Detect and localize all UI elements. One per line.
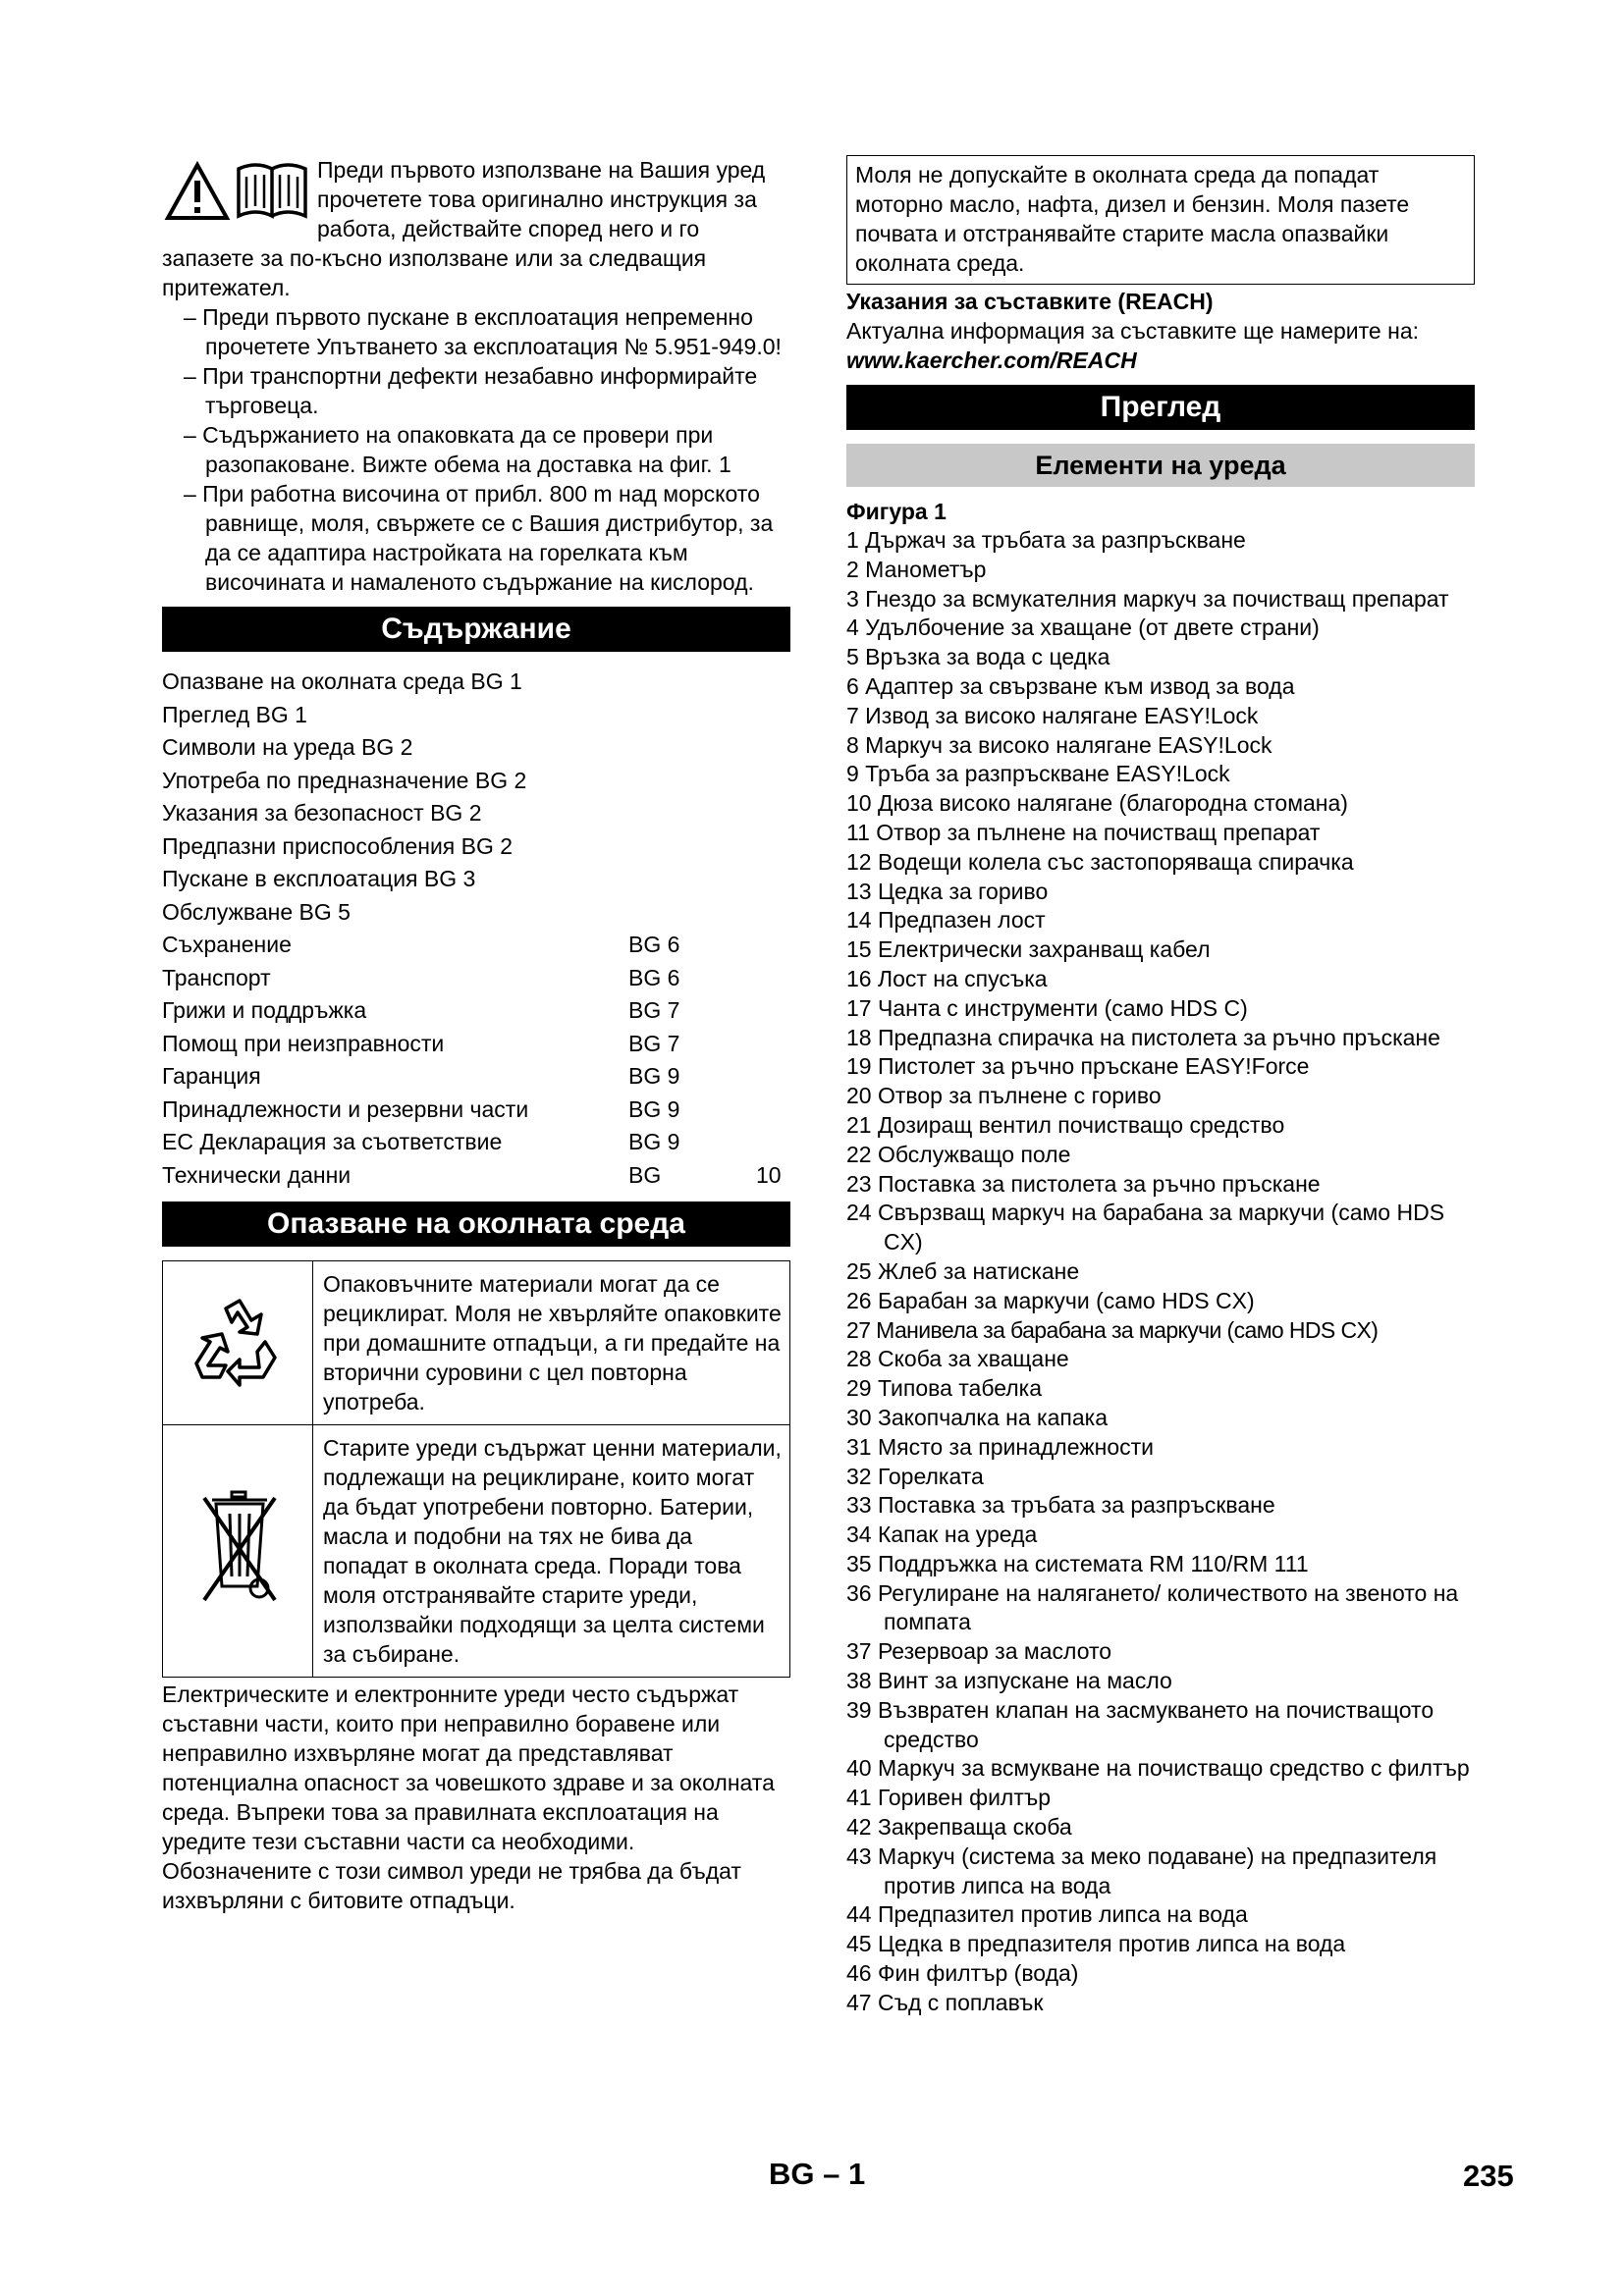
toc-item[interactable]: Пускане в експлоатация BG 3: [162, 866, 476, 891]
toc-item[interactable]: Грижи и поддръжка BG 7: [162, 997, 680, 1023]
overview-heading: Преглед: [846, 385, 1475, 430]
list-item: 17 Чанта с инструменти (само HDS C): [846, 994, 1248, 1021]
toc-item[interactable]: Опазване на околната среда BG 1: [162, 668, 522, 694]
list-item: 36 Регулиране на налягането/ количеството на звеното на помпата: [846, 1579, 1459, 1635]
list-item: 27 Манивела за барабана за маркучи (само HDS CX): [846, 1316, 1379, 1343]
list-item: 22 Обслужващо поле: [846, 1141, 1071, 1167]
list-item: 2 Манометър: [846, 556, 987, 582]
oil-warning-box: Моля не допускайте в околната среда да попадат моторно масло, нафта, дизел и бензин. Моля пазете почвата и отстранявайте старите масла опазвайки околната среда.: [846, 155, 1475, 285]
list-item: 38 Винт за изпускане на масло: [846, 1668, 1172, 1694]
list-item: 23 Поставка за пистолета за ръчно пръскане: [846, 1170, 1321, 1197]
list-item: 45 Цедка в предпазителя против липса на вода: [846, 1931, 1346, 1957]
footer-page-number: 235: [1463, 2159, 1514, 2193]
left-column: [162, 155, 790, 1915]
list-item: 8 Маркуч за високо налягане EASY!Lock: [846, 731, 1272, 758]
toc-item[interactable]: Помощ при неизправности BG 7: [162, 1030, 680, 1056]
right-column: [846, 155, 1475, 2018]
toc-item[interactable]: Символи на уреда BG 2: [162, 734, 413, 760]
environment-paragraph: Електрическите и електронните уреди често съдържат съставни части, които при неправилно боравене или неправилно изхвърляне могат да представляват потенциална опасност за човешкото здраве и за околната среда. Въпреки това за правилната експлоатация на уредите тези съставни части са необходими. Обозначените с този символ уреди не трябва да бъдат изхвърляни с битовите отпадъци.: [162, 1682, 775, 1913]
list-item: 31 Място за принадлежности: [846, 1433, 1154, 1460]
list-item: 11 Отвор за пълнене на почистващ препарат: [846, 819, 1321, 845]
list-item: 24 Свързващ маркуч на барабана за маркучи (само HDS CX): [846, 1200, 1445, 1255]
list-item: 9 Тръба за разпръскване EASY!Lock: [846, 761, 1230, 787]
list-item: 10 Дюза високо налягане (благородна стомана): [846, 790, 1348, 817]
intro-section: [162, 155, 790, 302]
list-item: 34 Капак на уреда: [846, 1522, 1038, 1548]
list-item: 40 Маркуч за всмукване на почистващо средство с филтър: [846, 1755, 1470, 1782]
list-item: 32 Горелката: [846, 1463, 984, 1489]
list-item: 42 Закрепваща скоба: [846, 1814, 1072, 1841]
list-item: 15 Електрически захранващ кабел: [846, 936, 1211, 963]
list-item: 47 Съд с поплавък: [846, 1989, 1044, 2015]
bin-text: Старите уреди съдържат ценни материали, подлежащи на рециклиране, които могат да бъдат употребени повторно. Батерии, масла и подобни на тях не бива да попадат в околната среда. Поради това моля отстранявайте старите уреди, използвайки подходящи за целта системи за събиране.: [313, 1425, 790, 1678]
toc-item[interactable]: Преглед BG 1: [162, 701, 307, 727]
toc-item[interactable]: Транспорт BG 6: [162, 964, 680, 990]
toc-item[interactable]: Принадлежности и резервни части BG 9: [162, 1095, 680, 1122]
crossed-bin-icon: [189, 1484, 287, 1612]
list-item: 12 Водещи колела със застопоряваща спирачка: [846, 848, 1354, 875]
list-item: 13 Цедка за гориво: [846, 878, 1049, 904]
intro-bullet: – Преди първото пускане в експлоатация непременно прочетете Упътването за експлоатация № 5.951-949.0!: [184, 304, 782, 359]
list-item: 19 Пистолет за ръчно пръскане EASY!Force: [846, 1053, 1310, 1080]
list-item: 26 Барабан за маркучи (само HDS CX): [846, 1287, 1255, 1313]
list-item: 7 Извод за високо налягане EASY!Lock: [846, 702, 1259, 728]
toc-item[interactable]: ЕС Декларация за съответствие BG 9: [162, 1129, 680, 1154]
list-item: 30 Закопчалка на капака: [846, 1404, 1109, 1430]
toc-heading: Съдържание: [162, 607, 790, 652]
list-item: 3 Гнездо за всмукателния маркуч за почистващ препарат: [846, 585, 1449, 612]
reach-text: Актуална информация за съставките ще намерите на:: [846, 318, 1419, 344]
toc-item[interactable]: Гаранция BG 9: [162, 1063, 680, 1089]
list-item: 43 Маркуч (система за меко подаване) на предпазителя против липса на вода: [846, 1842, 1437, 1898]
list-item: 6 Адаптер за свързване към извод за вода: [846, 672, 1295, 699]
toc-item[interactable]: Употреба по предназначение BG 2: [162, 767, 527, 793]
toc-item[interactable]: Предпазни приспособления BG 2: [162, 832, 514, 859]
list-item: 37 Резервоар за маслото: [846, 1638, 1112, 1665]
environment-table: [162, 1260, 790, 1678]
list-item: 4 Удълбочение за хващане (от двете страни): [846, 614, 1320, 641]
list-item: 41 Горивен филтър: [846, 1785, 1052, 1811]
list-item: 5 Връзка за вода с цедка: [846, 644, 1110, 670]
bin-icon-cell: [163, 1425, 313, 1678]
toc-item[interactable]: Указания за безопасност BG 2: [162, 800, 482, 826]
list-item: 16 Лост на спусъка: [846, 965, 1048, 991]
toc-item[interactable]: Обслужване BG 5: [162, 898, 351, 925]
figure-label: Фигура 1: [846, 499, 947, 524]
list-item: 21 Дозиращ вентил почистващо средство: [846, 1111, 1285, 1138]
list-item: 46 Фин филтър (вода): [846, 1960, 1079, 1987]
list-item: 39 Възвратен клапан на засмукването на почистващото средство: [846, 1696, 1435, 1752]
recycle-text: Опаковъчните материали могат да се рециклират. Моля не хвърляйте опаковките при домашните отпадъци, а ги предайте на вторични суровини с цел повторна употреба.: [313, 1261, 790, 1425]
list-item: 35 Поддръжка на системата RM 110/RM 111: [846, 1550, 1309, 1576]
warning-manual-icon: [162, 157, 309, 226]
intro-bullet: – Съдържанието на опаковката да се провери при разопаковане. Вижте обема на доставка на фиг. 1: [184, 422, 731, 477]
list-item: 1 Държач за тръбата за разпръскване: [846, 527, 1246, 553]
recycle-icon: [189, 1291, 287, 1389]
reach-title: Указания за съставките (REACH): [846, 289, 1214, 314]
intro-bullet: – При работна височина от прибл. 800 m над морското равнище, моля, свържете се с Вашия дистрибутор, за да се адаптира настройката на горелката към височината и намаленото съдържание на кислород.: [184, 481, 774, 595]
footer-section-label: BG – 1: [769, 2157, 866, 2191]
list-item: 33 Поставка за тръбата за разпръскване: [846, 1492, 1275, 1519]
toc-item[interactable]: Съхранение BG 6: [162, 932, 680, 957]
environment-heading: Опазване на околната среда: [162, 1201, 790, 1247]
list-item: 20 Отвор за пълнене с гориво: [846, 1083, 1162, 1109]
list-item: 18 Предпазна спирачка на пистолета за ръчно пръскане: [846, 1024, 1440, 1050]
parts-list: [846, 526, 1475, 2018]
list-item: 28 Скоба за хващане: [846, 1346, 1069, 1372]
recycle-icon-cell: [163, 1261, 313, 1425]
list-item: 14 Предпазен лост: [846, 907, 1046, 934]
toc-item[interactable]: Технически данни BG 10: [162, 1161, 782, 1188]
list-item: 29 Типова табелка: [846, 1375, 1043, 1402]
table-of-contents: [162, 666, 790, 1192]
intro-text: Преди първото използване на Вашия уред прочетете това оригинално инструкция за работа, действайте според него и го запазете за по-късно използване или за следващия притежател.: [162, 157, 766, 300]
list-item: 44 Предпазител против липса на вода: [846, 1901, 1248, 1928]
device-elements-heading: Елементи на уреда: [846, 444, 1475, 487]
list-item: 25 Жлеб за натискане: [846, 1257, 1080, 1284]
reach-link[interactable]: www.kaercher.com/REACH: [846, 347, 1137, 373]
intro-bullet: – При транспортни дефекти незабавно информирайте търговеца.: [184, 363, 758, 418]
